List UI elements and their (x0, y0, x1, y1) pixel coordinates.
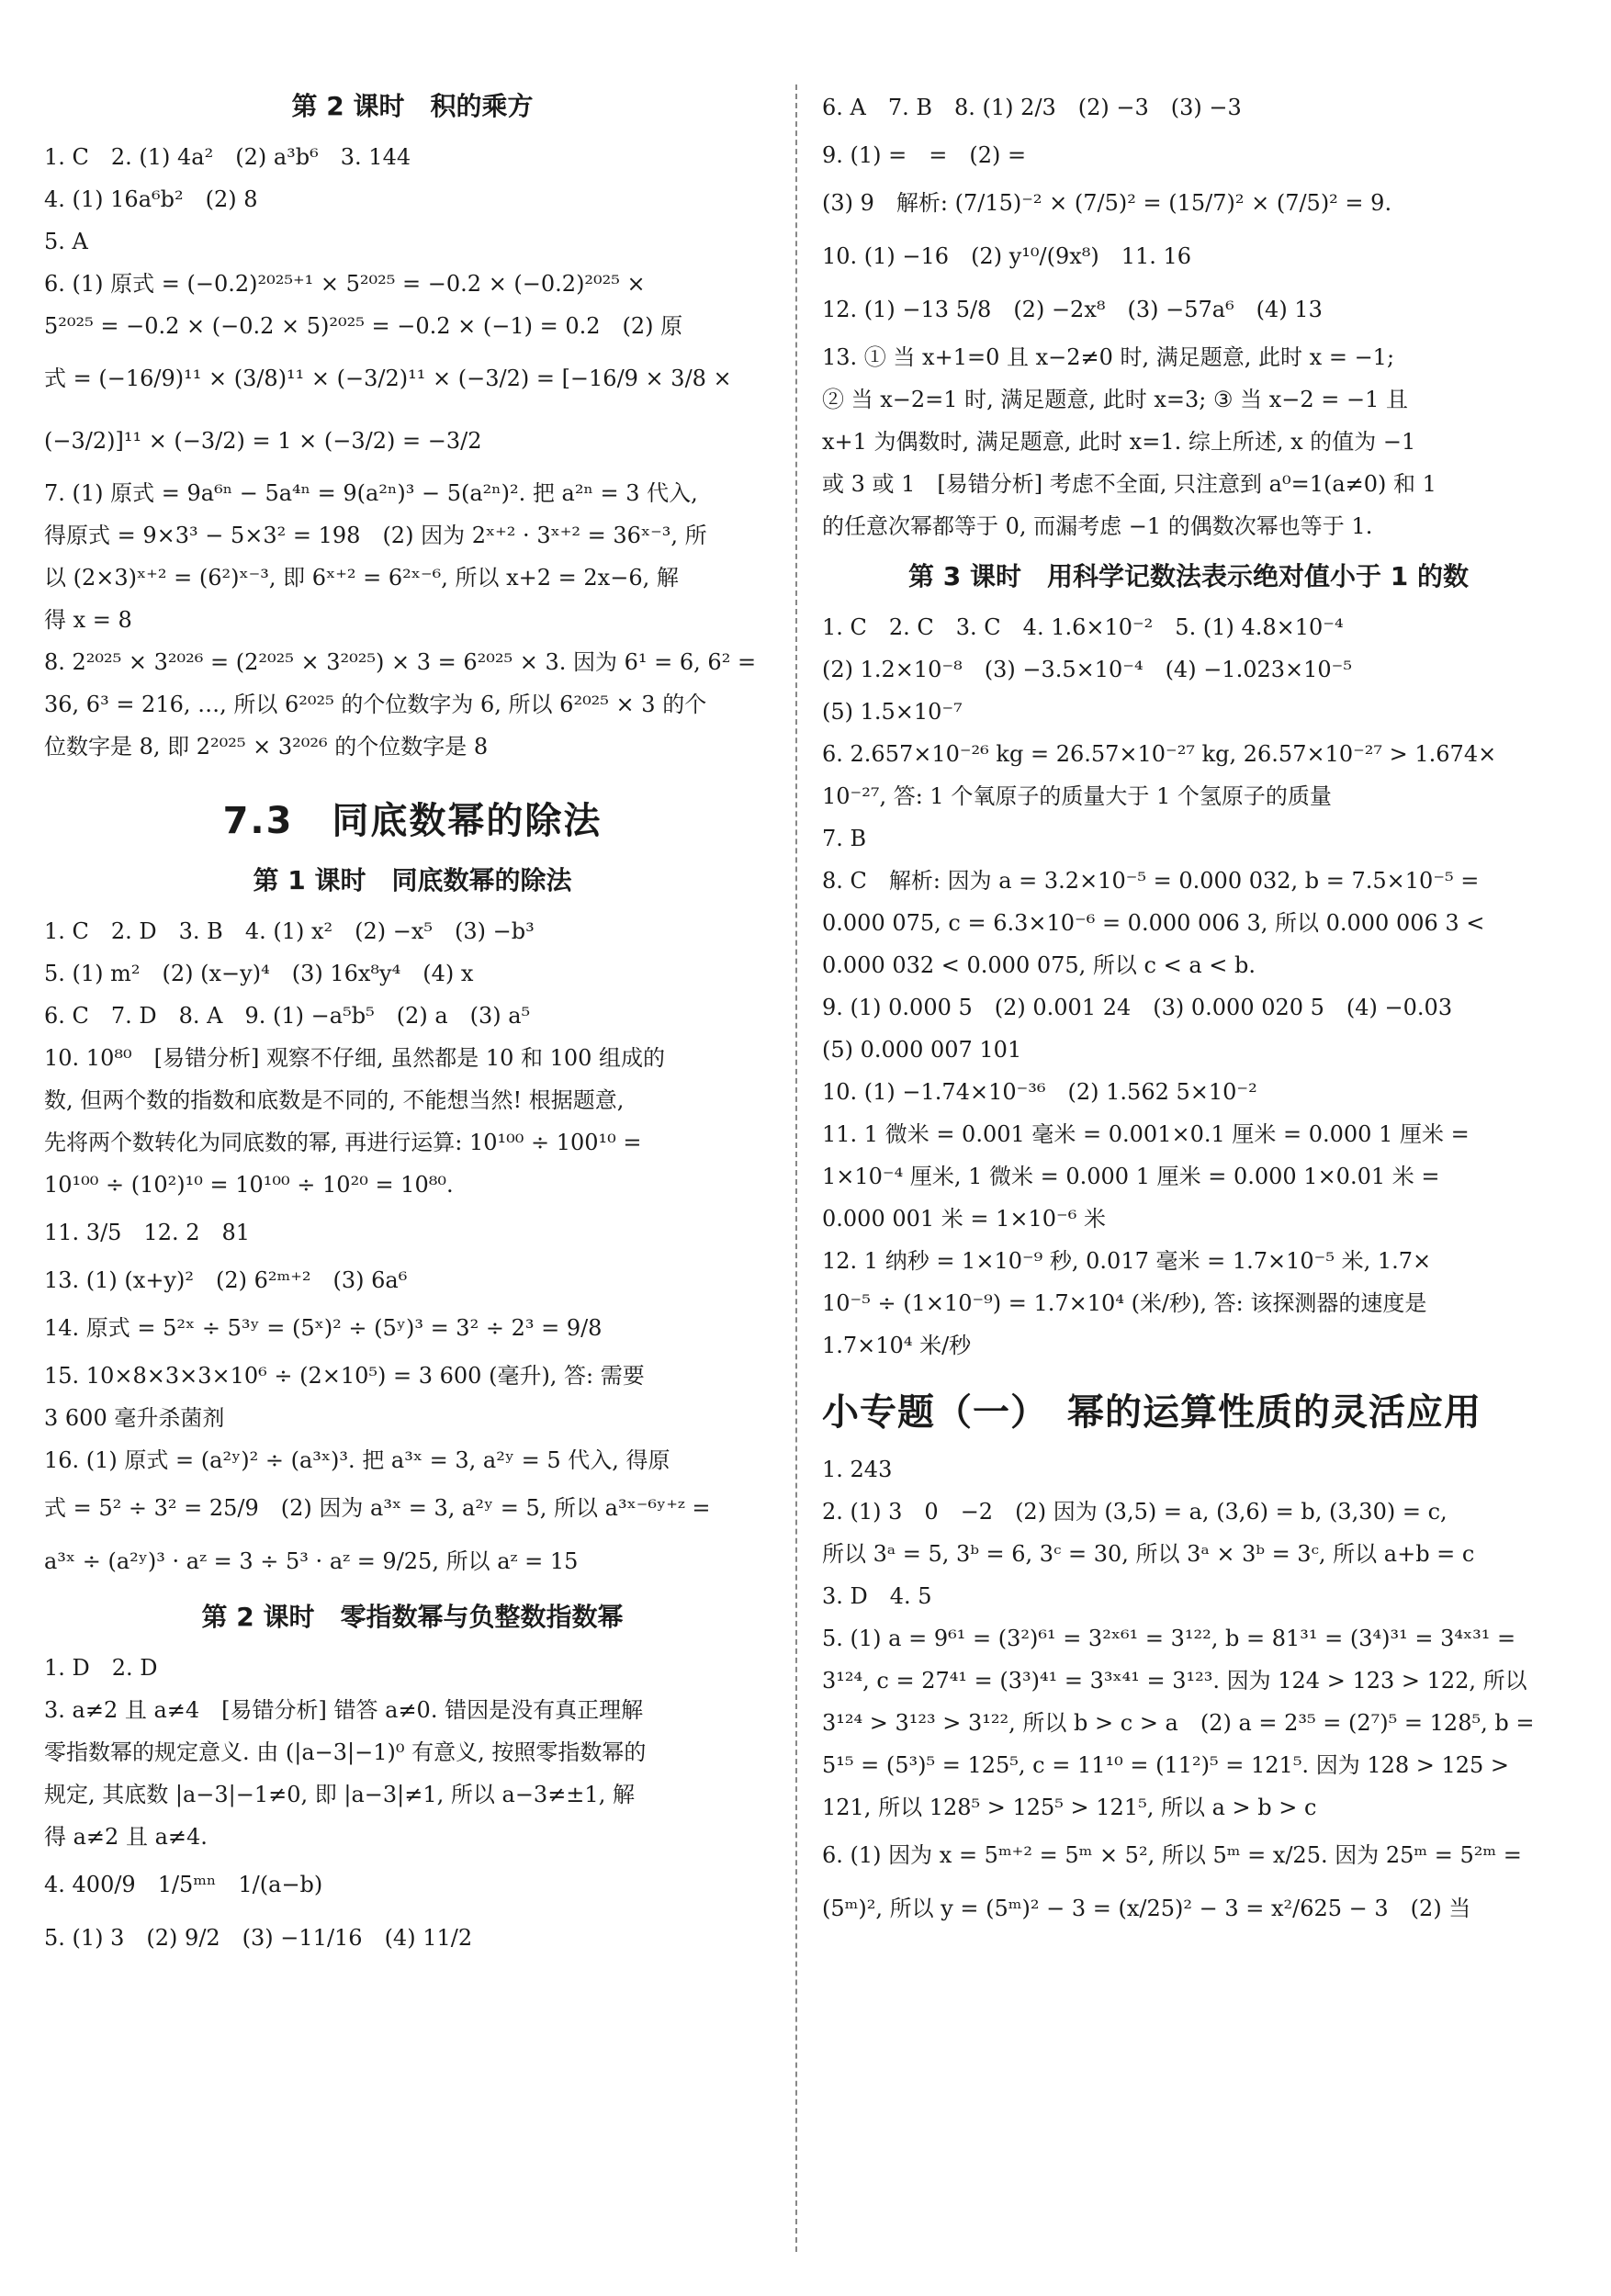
answer-line: 7. B (822, 826, 867, 851)
answer-line: (5) 0.000 007 101 (822, 1037, 1022, 1063)
answer-line: 10. (1) −16 (2) y¹⁰/(9x⁸) 11. 16 (822, 243, 1192, 269)
answer-line: 36, 6³ = 216, …, 所以 6²⁰²⁵ 的个位数字为 6, 所以 6²⁰²⁵ × 3 的个 (44, 692, 707, 717)
answer-line: 6. (1) 因为 x = 5ᵐ⁺² = 5ᵐ × 5², 所以 5ᵐ = x/25. 因为 25ᵐ = 5²ᵐ = (822, 1842, 1522, 1868)
answer-line: 0.000 032 < 0.000 075, 所以 c < a < b. (822, 952, 1256, 978)
answer-line: 3. a≠2 且 a≠4 [易错分析] 错答 a≠0. 错因是没有真正理解 (44, 1697, 644, 1723)
left-column (44, 81, 781, 2278)
answer-line: 8. 2²⁰²⁵ × 3²⁰²⁶ = (2²⁰²⁵ × 3²⁰²⁵) × 3 = 6²⁰²⁵ × 3. 因为 6¹ = 6, 6² = (44, 649, 757, 675)
topic-title: 小专题（一） 幂的运算性质的灵活应用 (822, 1391, 1481, 1434)
answer-block (44, 1647, 781, 1964)
answer-line: 10⁻⁵ ÷ (1×10⁻⁹) = 1.7×10⁴ (米/秒), 答: 该探测器的速度是 (822, 1290, 1427, 1316)
answer-line: 规定, 其底数 |a−3|−1≠0, 即 |a−3|≠1, 所以 a−3≠±1, 解 (44, 1782, 635, 1807)
answer-line: 15. 10×8×3×3×10⁶ ÷ (2×10⁵) = 3 600 (毫升), 答: 需要 (44, 1363, 645, 1389)
answer-line: 10. (1) −1.74×10⁻³⁶ (2) 1.562 5×10⁻² (822, 1079, 1257, 1105)
answer-line: 13. (1) (x+y)² (2) 6²ᵐ⁺² (3) 6a⁶ (44, 1267, 408, 1293)
answer-line: 7. (1) 原式 = 9a⁶ⁿ − 5a⁴ⁿ = 9(a²ⁿ)³ − 5(a²ⁿ)². 把 a²ⁿ = 3 代入, (44, 480, 698, 506)
answer-line: 数, 但两个数的指数和底数是不同的, 不能想当然! 根据题意, (44, 1087, 625, 1113)
answer-line: 位数字是 8, 即 2²⁰²⁵ × 3²⁰²⁶ 的个位数字是 8 (44, 734, 489, 760)
answer-line: 2. (1) 3 0 −2 (2) 因为 (3,5) = a, (3,6) = b, (3,30) = c, (822, 1499, 1448, 1525)
answer-line: 13. ① 当 x+1=0 且 x−2≠0 时, 满足题意, 此时 x = −1; (822, 344, 1395, 370)
answer-line: 12. (1) −13 5/8 (2) −2x⁸ (3) −57a⁶ (4) 13 (822, 297, 1323, 322)
answer-line: 10¹⁰⁰ ÷ (10²)¹⁰ = 10¹⁰⁰ ÷ 10²⁰ = 10⁸⁰. (44, 1172, 454, 1198)
answer-line: 12. 1 纳秒 = 1×10⁻⁹ 秒, 0.017 毫米 = 1.7×10⁻⁵ 米, 1.7× (822, 1248, 1432, 1274)
answer-line: 5. (1) a = 9⁶¹ = (3²)⁶¹ = 3²ˣ⁶¹ = 3¹²², b = 81³¹ = (3⁴)³¹ = 3⁴ˣ³¹ = (822, 1626, 1516, 1651)
answer-line: 3¹²⁴, c = 27⁴¹ = (3³)⁴¹ = 3³ˣ⁴¹ = 3¹²³. 因为 124 > 123 > 122, 所以 (822, 1668, 1527, 1694)
section-title: 7.3 同底数幂的除法 (222, 800, 603, 842)
answer-line: (5ᵐ)², 所以 y = (5ᵐ)² − 3 = (x/25)² − 3 = x²/625 − 3 (2) 当 (822, 1896, 1471, 1921)
answer-line: 得原式 = 9×3³ − 5×3² = 198 (2) 因为 2ˣ⁺² · 3ˣ⁺² = 36ˣ⁻³, 所 (44, 523, 707, 548)
answer-line: 1.7×10⁴ 米/秒 (822, 1333, 972, 1358)
column-divider (795, 84, 797, 2252)
answer-line: 1. D 2. D (44, 1655, 158, 1681)
answer-line: 式 = (−16/9)¹¹ × (3/8)¹¹ × (−3/2)¹¹ × (−3/2) = [−16/9 × 3/8 × (44, 366, 732, 391)
lesson-title: 第 2 课时 积的乘方 (291, 91, 534, 121)
answer-line: 16. (1) 原式 = (a²ʸ)² ÷ (a³ˣ)³. 把 a³ˣ = 3, a²ʸ = 5 代入, 得原 (44, 1447, 670, 1473)
answer-line: (5) 1.5×10⁻⁷ (822, 699, 963, 725)
answer-line: 9. (1) = = (2) = (822, 142, 1027, 168)
answer-line: 得 a≠2 且 a≠4. (44, 1824, 208, 1850)
lesson-title: 第 1 课时 同底数幂的除法 (253, 865, 572, 895)
answer-line: 5²⁰²⁵ = −0.2 × (−0.2 × 5)²⁰²⁵ = −0.2 × (−1) = 0.2 (2) 原 (44, 313, 683, 339)
answer-line: 0.000 075, c = 6.3×10⁻⁶ = 0.000 006 3, 所以 0.000 006 3 < (822, 910, 1485, 936)
answer-line: (3) 9 解析: (7/15)⁻² × (7/5)² = (15/7)² × (7/5)² = 9. (822, 190, 1392, 216)
answer-line: 所以 3ᵃ = 5, 3ᵇ = 6, 3ᶜ = 30, 所以 3ᵃ × 3ᵇ = 3ᶜ, 所以 a+b = c (822, 1541, 1475, 1567)
answer-line: 5. A (44, 229, 88, 254)
answer-line: 1. C 2. C 3. C 4. 1.6×10⁻² 5. (1) 4.8×10⁻⁴ (822, 614, 1344, 640)
answer-line: 6. C 7. D 8. A 9. (1) −a⁵b⁵ (2) a (3) a⁵ (44, 1003, 531, 1029)
answer-line: 14. 原式 = 5²ˣ ÷ 5³ʸ = (5ˣ)² ÷ (5ʸ)³ = 3² ÷ 2³ = 9/8 (44, 1315, 603, 1341)
answer-line: 3. D 4. 5 (822, 1583, 932, 1609)
answer-line: 得 x = 8 (44, 607, 132, 633)
answer-line: 6. A 7. B 8. (1) 2/3 (2) −3 (3) −3 (822, 95, 1242, 120)
right-column (822, 81, 1555, 2278)
answer-line: 以 (2×3)ˣ⁺² = (6²)ˣ⁻³, 即 6ˣ⁺² = 6²ˣ⁻⁶, 所以 x+2 = 2x−6, 解 (44, 565, 679, 591)
answer-line: 3 600 毫升杀菌剂 (44, 1405, 225, 1431)
answer-line: 11. 1 微米 = 0.001 毫米 = 0.001×0.1 厘米 = 0.000 1 厘米 = (822, 1121, 1470, 1147)
answer-line: 11. 3/5 12. 2 81 (44, 1220, 251, 1245)
answer-line: 先将两个数转化为同底数的幂, 再进行运算: 10¹⁰⁰ ÷ 100¹⁰ = (44, 1130, 642, 1155)
answer-line: 10. 10⁸⁰ [易错分析] 观察不仔细, 虽然都是 10 和 100 组成的 (44, 1045, 666, 1071)
answer-line: (−3/2)]¹¹ × (−3/2) = 1 × (−3/2) = −3/2 (44, 428, 482, 454)
answer-line: 或 3 或 1 [易错分析] 考虑不全面, 只注意到 a⁰=1(a≠0) 和 1 (822, 471, 1436, 497)
answer-line: 5. (1) m² (2) (x−y)⁴ (3) 16x⁸y⁴ (4) x (44, 961, 474, 986)
answer-line: 4. 400/9 1/5ᵐⁿ 1/(a−b) (44, 1872, 323, 1897)
answer-line: 6. (1) 原式 = (−0.2)²⁰²⁵⁺¹ × 5²⁰²⁵ = −0.2 × (−0.2)²⁰²⁵ × (44, 271, 646, 297)
answer-line: 10⁻²⁷, 答: 1 个氧原子的质量大于 1 个氢原子的质量 (822, 783, 1332, 809)
answer-line: 1. 243 (822, 1457, 893, 1482)
answer-line: 0.000 001 米 = 1×10⁻⁶ 米 (822, 1206, 1106, 1232)
answer-line: 9. (1) 0.000 5 (2) 0.001 24 (3) 0.000 020 5 (4) −0.03 (822, 995, 1453, 1020)
answer-line: 零指数幂的规定意义. 由 (|a−3|−1)⁰ 有意义, 按照零指数幂的 (44, 1739, 647, 1765)
answer-block (44, 136, 781, 768)
answer-line: 3¹²⁴ > 3¹²³ > 3¹²², 所以 b > c > a (2) a = 2³⁵ = (2⁷)⁵ = 128⁵, b = (822, 1710, 1535, 1736)
answer-line: 1×10⁻⁴ 厘米, 1 微米 = 0.000 1 厘米 = 0.000 1×0.01 米 = (822, 1164, 1440, 1189)
answer-block (822, 606, 1555, 1367)
answer-line: (2) 1.2×10⁻⁸ (3) −3.5×10⁻⁴ (4) −1.023×10⁻⁵ (822, 657, 1352, 682)
answer-block (44, 910, 781, 1588)
answer-line: 6. 2.657×10⁻²⁶ kg = 26.57×10⁻²⁷ kg, 26.57×10⁻²⁷ > 1.674× (822, 741, 1497, 767)
answer-block (822, 1448, 1555, 1935)
answer-line: 的任意次幂都等于 0, 而漏考虑 −1 的偶数次幂也等于 1. (822, 513, 1373, 539)
lesson-title: 第 3 课时 用科学记数法表示绝对值小于 1 的数 (908, 561, 1469, 591)
answer-line: ② 当 x−2=1 时, 满足题意, 此时 x=3; ③ 当 x−2 = −1 且 (822, 387, 1409, 412)
answer-line: 1. C 2. D 3. B 4. (1) x² (2) −x⁵ (3) −b³ (44, 918, 535, 944)
answer-line: 8. C 解析: 因为 a = 3.2×10⁻⁵ = 0.000 032, b = 7.5×10⁻⁵ = (822, 868, 1480, 894)
answer-line: 121, 所以 128⁵ > 125⁵ > 121⁵, 所以 a > b > c (822, 1795, 1317, 1820)
answer-line: a³ˣ ÷ (a²ʸ)³ · aᶻ = 3 ÷ 5³ · aᶻ = 9/25, 所以 aᶻ = 15 (44, 1548, 579, 1574)
answer-line: 式 = 5² ÷ 3² = 25/9 (2) 因为 a³ˣ = 3, a²ʸ = 5, 所以 a³ˣ⁻⁶ʸ⁺ᶻ = (44, 1495, 711, 1521)
answer-line: 4. (1) 16a⁶b² (2) 8 (44, 186, 258, 212)
answer-block (822, 81, 1555, 547)
answer-line: 5. (1) 3 (2) 9/2 (3) −11/16 (4) 11/2 (44, 1925, 473, 1951)
lesson-title: 第 2 课时 零指数幂与负整数指数幂 (201, 1602, 624, 1632)
answer-line: x+1 为偶数时, 满足题意, 此时 x=1. 综上所述, x 的值为 −1 (822, 429, 1416, 455)
answer-line: 5¹⁵ = (5³)⁵ = 125⁵, c = 11¹⁰ = (11²)⁵ = 121⁵. 因为 128 > 125 > (822, 1752, 1510, 1778)
answer-line: 1. C 2. (1) 4a² (2) a³b⁶ 3. 144 (44, 144, 411, 170)
